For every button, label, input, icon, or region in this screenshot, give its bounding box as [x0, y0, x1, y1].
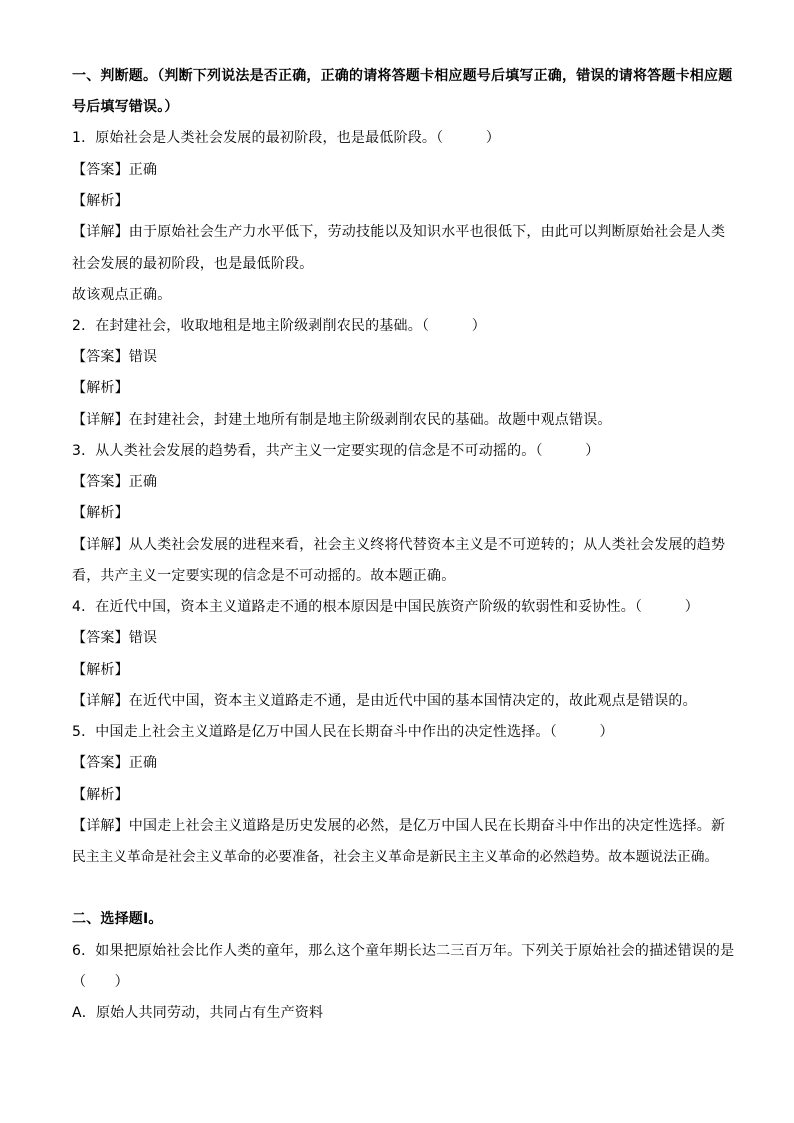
question-4-answer: 【答案】错误 [72, 630, 158, 646]
question-3-detail-line1: 【详解】从人类社会发展的进程来看，社会主义终将代替资本主义是不可逆转的；从人类社会发展的趋势 [72, 537, 726, 553]
question-3-detail-line2: 看，共产主义一定要实现的信念是不可动摇的。故本题正确。 [72, 568, 456, 584]
section2-title: 二、选择题Ⅰ。 [72, 911, 163, 927]
question-2-analysis: 【解析】 [72, 380, 129, 396]
question-1-answer: 【答案】正确 [72, 162, 158, 178]
question-6-stem-line1: 6．如果把原始社会比作人类的童年，那么这个童年期长达二三百万年。下列关于原始社会的描述错误的是 [72, 943, 735, 959]
question-2-detail-line1: 【详解】在封建社会，封建土地所有制是地主阶级剥削农民的基础。故题中观点错误。 [72, 412, 612, 428]
question-2-answer: 【答案】错误 [72, 349, 158, 365]
question-4-stem: 4．在近代中国，资本主义道路走不通的根本原因是中国民族资产阶级的软弱性和妥协性。（ ） [72, 599, 699, 615]
question-5-analysis: 【解析】 [72, 787, 129, 803]
question-6-stem-line2: （ ） [72, 974, 129, 990]
section1-title-line1: 一、判断题。（判断下列说法是否正确，正确的请将答题卡相应题号后填写正确，错误的请将答题卡相应题 [72, 68, 733, 84]
question-6-option-a: A．原始人共同劳动，共同占有生产资料 [72, 1005, 324, 1021]
question-1-detail-line2: 社会发展的最初阶段，也是最低阶段。 [72, 256, 314, 272]
question-4-detail-line1: 【详解】在近代中国，资本主义道路走不通，是由近代中国的基本国情决定的，故此观点是错误的。 [72, 693, 697, 709]
question-1-detail-line3: 故该观点正确。 [72, 287, 172, 303]
question-3-stem: 3．从人类社会发展的趋势看，共产主义一定要实现的信念是不可动摇的。（ ） [72, 443, 600, 459]
question-1-analysis: 【解析】 [72, 193, 129, 209]
question-4-analysis: 【解析】 [72, 662, 129, 678]
question-5-answer: 【答案】正确 [72, 755, 158, 771]
question-1-stem: 1．原始社会是人类社会发展的最初阶段，也是最低阶段。（ ） [72, 130, 501, 146]
question-5-detail-line1: 【详解】中国走上社会主义道路是历史发展的必然，是亿万中国人民在长期奋斗中作出的决定性选择。新 [72, 818, 726, 834]
question-5-detail-line2: 民主主义革命是社会主义革命的必要准备，社会主义革命是新民主主义革命的必然趋势。故本题说法正确。 [72, 849, 719, 865]
question-1-detail-line1: 【详解】由于原始社会生产力水平低下，劳动技能以及知识水平也很低下，由此可以判断原始社会是人类 [72, 224, 726, 240]
question-3-answer: 【答案】正确 [72, 474, 158, 490]
question-2-stem: 2．在封建社会，收取地租是地主阶级剥削农民的基础。（ ） [72, 318, 486, 334]
question-5-stem: 5．中国走上社会主义道路是亿万中国人民在长期奋斗中作出的决定性选择。（ ） [72, 724, 614, 740]
section1-title-line2: 号后填写错误。） [72, 99, 179, 115]
question-3-analysis: 【解析】 [72, 505, 129, 521]
